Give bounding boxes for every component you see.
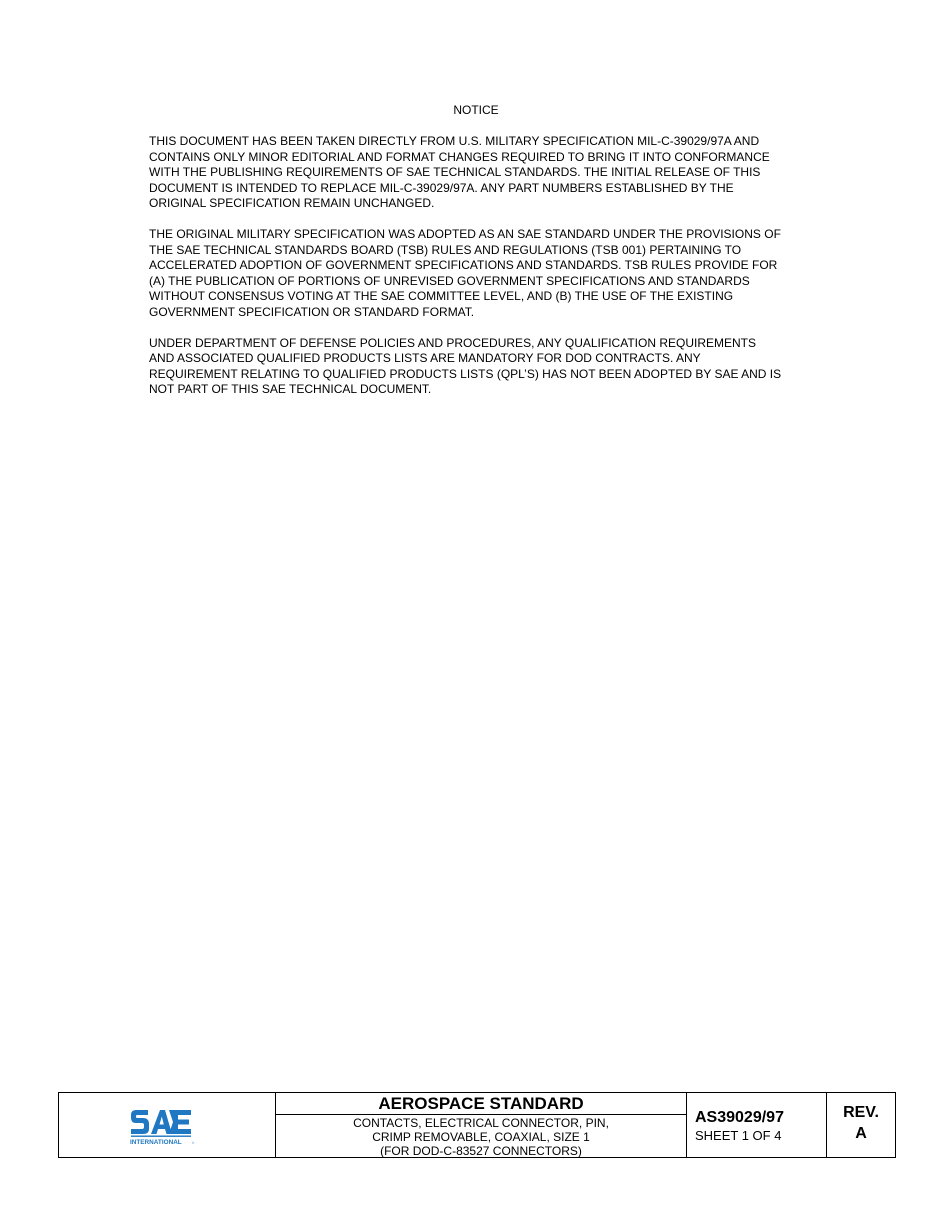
notice-paragraph-2: THE ORIGINAL MILITARY SPECIFICATION WAS ADOPTED AS AN SAE STANDARD UNDER THE PROVISIONS OF THE SAE TECHNICAL STANDARDS BOARD (TSB) RULES AND REGULATIONS (TSB 001) PERTAINING TO ACCELERATED ADOPTION OF GOVERNMENT SPECIFICATIONS AND STANDARDS. TSB RULES PROVIDE FOR (A) THE PUBLICATION OF PORTIONS OF UNREVISED GOVERNMENT SPECIFICATIONS AND STANDARDS WITHOUT CONSENSUS VOTING AT THE SAE COMMITTEE LEVEL, AND (B) THE USE OF THE EXISTING GOVERNMENT SPECIFICATION OR STANDARD FORMAT.: [149, 227, 781, 319]
document-title-line-2: CRIMP REMOVABLE, COAXIAL, SIZE 1: [372, 1130, 590, 1144]
document-title-line-3: (FOR DOD-C-83527 CONNECTORS): [380, 1144, 582, 1158]
notice-heading: NOTICE: [453, 103, 499, 117]
logo-cell: [59, 1093, 276, 1157]
title-block: [58, 1092, 896, 1158]
logo-subtext: INTERNATIONAL: [130, 1139, 182, 1146]
svg-text:®: ®: [192, 1141, 195, 1145]
revision-value: A: [855, 1125, 867, 1142]
document-number-cell: [687, 1093, 827, 1157]
sheet-number: SHEET 1 OF 4: [695, 1128, 782, 1143]
document-title: [276, 1116, 686, 1158]
sae-international-logo-icon: [129, 1104, 197, 1148]
notice-paragraph-1: THIS DOCUMENT HAS BEEN TAKEN DIRECTLY FROM U.S. MILITARY SPECIFICATION MIL-C-39029/97A AND CONTAINS ONLY MINOR EDITORIAL AND FORMAT CHANGES REQUIRED TO BRING IT INTO CONFORMANCE WITH THE PUBLISHING REQUIREMENTS OF SAE TECHNICAL STANDARDS. THE INITIAL RELEASE OF THIS DOCUMENT IS INTENDED TO REPLACE MIL-C-39029/97A. ANY PART NUMBERS ESTABLISHED BY THE ORIGINAL SPECIFICATION REMAIN UNCHANGED.: [149, 134, 770, 210]
revision-label: REV.: [843, 1104, 879, 1121]
document-title-line-1: CONTACTS, ELECTRICAL CONNECTOR, PIN,: [353, 1116, 609, 1130]
document-number: AS39029/97: [695, 1109, 784, 1126]
document-type: AEROSPACE STANDARD: [276, 1093, 686, 1115]
title-cell: [276, 1093, 687, 1157]
revision-cell: [827, 1093, 895, 1157]
notice-paragraph-3: UNDER DEPARTMENT OF DEFENSE POLICIES AND PROCEDURES, ANY QUALIFICATION REQUIREMENTS AND ASSOCIATED QUALIFIED PRODUCTS LISTS ARE MANDATORY FOR DOD CONTRACTS. ANY REQUIREMENT RELATING TO QUALIFIED PRODUCTS LISTS (QPL’S) HAS NOT BEEN ADOPTED BY SAE AND IS NOT PART OF THIS SAE TECHNICAL DOCUMENT.: [149, 335, 782, 396]
notice-body: [149, 134, 809, 413]
